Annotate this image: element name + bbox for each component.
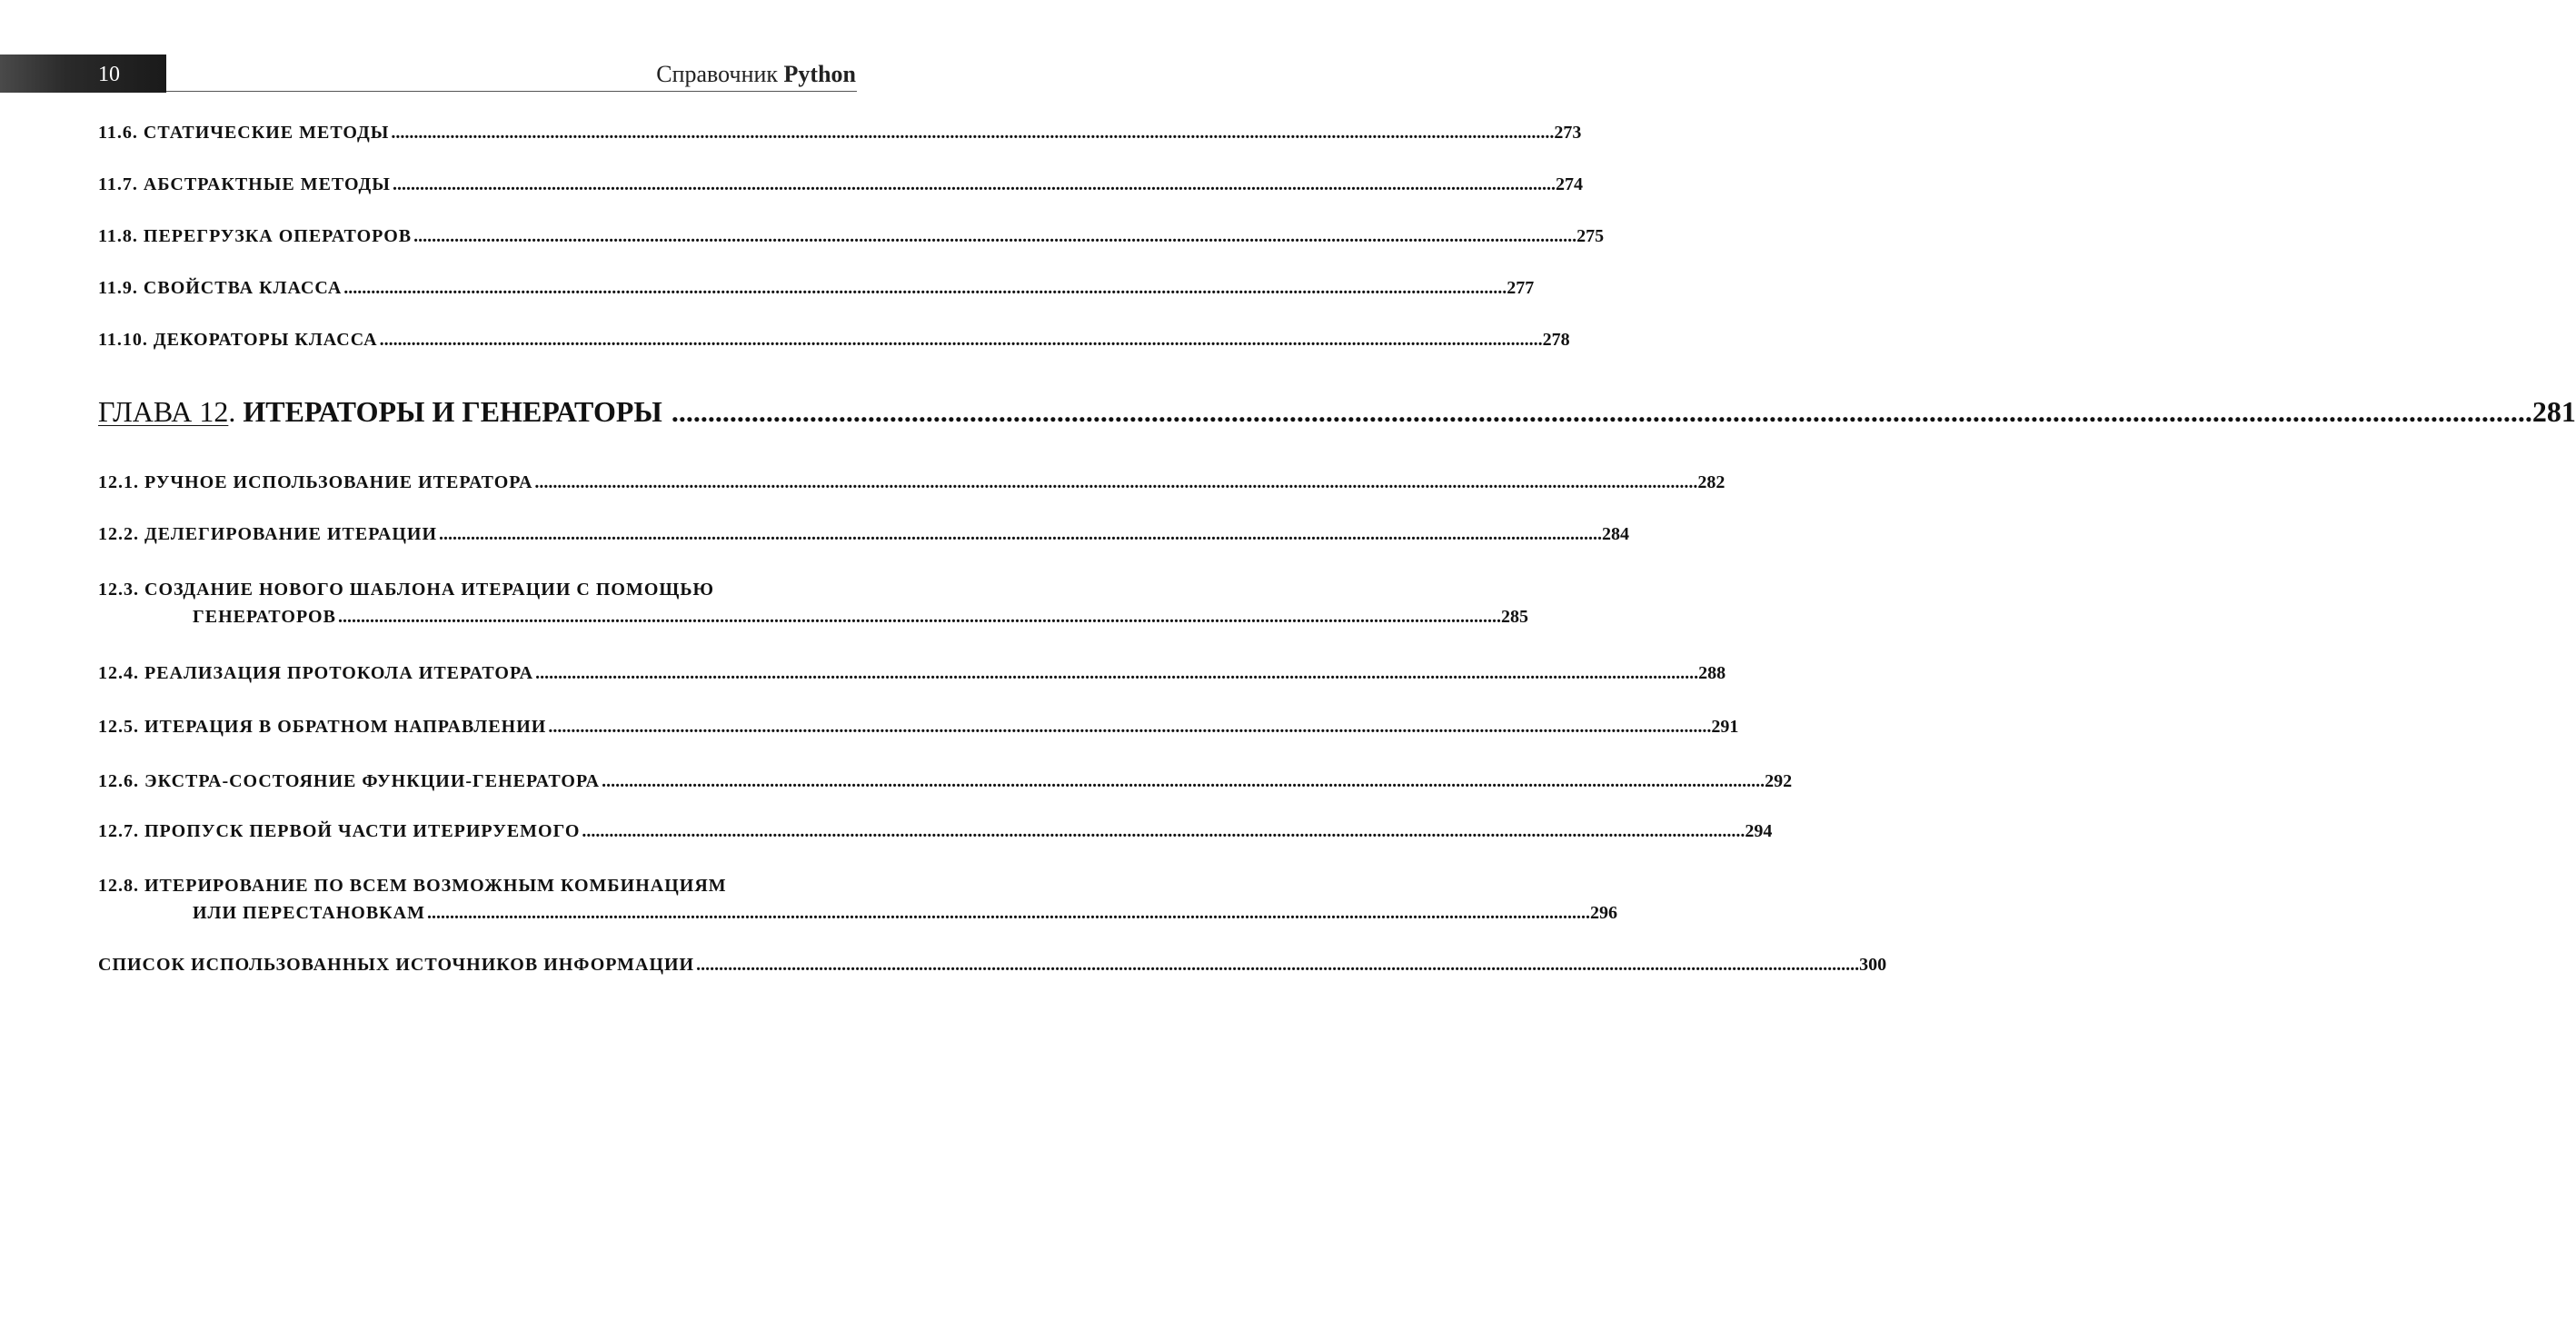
toc-entry-number: 12.3. xyxy=(98,580,139,600)
toc-entry-title: СПИСОК ИСПОЛЬЗОВАННЫХ ИСТОЧНИКОВ ИНФОРМАЦИИ xyxy=(98,955,695,975)
dot-leader xyxy=(338,603,1501,630)
toc-entry-12-2[interactable] xyxy=(98,521,1629,548)
toc-entry-number: 11.10. xyxy=(98,330,148,350)
toc-entry-sources[interactable] xyxy=(98,951,1887,978)
dot-leader xyxy=(391,119,1554,146)
toc-entry-12-6[interactable] xyxy=(98,768,1793,795)
dot-leader xyxy=(380,326,1543,353)
toc-entry-number: 12.1. xyxy=(98,472,139,492)
toc-entry-page: 277 xyxy=(1507,278,1535,298)
toc-entry-title: АБСТРАКТНЫЕ МЕТОДЫ xyxy=(143,174,391,194)
dot-leader xyxy=(602,768,1765,795)
dot-leader xyxy=(413,223,1576,250)
page-number: 10 xyxy=(98,63,120,86)
toc-entry-number: 12.5. xyxy=(98,717,139,737)
dot-leader xyxy=(427,899,1590,927)
toc-entry-12-5[interactable] xyxy=(98,713,1739,740)
toc-entry-12-7[interactable] xyxy=(98,818,1773,845)
toc-entry-number: 11.8. xyxy=(98,226,138,246)
toc-entry-number: 12.6. xyxy=(98,771,139,791)
toc-entry-page: 300 xyxy=(1859,955,1887,975)
dot-leader xyxy=(671,393,2532,430)
toc-entry-11-7[interactable] xyxy=(98,171,1583,198)
dot-leader xyxy=(439,521,1602,548)
toc-entry-title: РЕАЛИЗАЦИЯ ПРОТОКОЛА ИТЕРАТОРА xyxy=(144,663,534,683)
toc-entry-title: ЭКСТРА-СОСТОЯНИЕ ФУНКЦИИ-ГЕНЕРАТОРА xyxy=(144,771,601,791)
toc-entry-title-line1: СОЗДАНИЕ НОВОГО ШАБЛОНА ИТЕРАЦИИ С ПОМОЩЬЮ xyxy=(144,580,715,600)
dot-leader xyxy=(696,951,1859,978)
toc-entry-page: 292 xyxy=(1765,771,1793,791)
toc-entry-11-9[interactable] xyxy=(98,274,1535,302)
toc-entry-title: ДЕЛЕГИРОВАНИЕ ИТЕРАЦИИ xyxy=(144,524,437,544)
toc-entry-title: ИТЕРАЦИЯ В ОБРАТНОМ НАПРАВЛЕНИИ xyxy=(144,717,547,737)
toc-entry-number: 11.7. xyxy=(98,174,138,194)
dot-leader xyxy=(343,274,1507,302)
toc-entry-title: ПРОПУСК ПЕРВОЙ ЧАСТИ ИТЕРИРУЕМОГО xyxy=(144,821,581,841)
toc-entry-page: 274 xyxy=(1555,174,1583,194)
toc-entry-title: СТАТИЧЕСКИЕ МЕТОДЫ xyxy=(143,123,390,143)
toc-entry-page: 273 xyxy=(1554,123,1582,143)
toc-entry-title-line2: ГЕНЕРАТОРОВ xyxy=(193,607,336,627)
toc-entry-11-8[interactable] xyxy=(98,223,1605,250)
toc-entry-page: 294 xyxy=(1745,821,1773,841)
chapter-label: ГЛАВА 12 xyxy=(98,395,229,428)
toc-entry-number: 12.2. xyxy=(98,524,139,544)
book-title-regular: Справочник xyxy=(656,61,784,87)
toc-entry-page: 284 xyxy=(1602,524,1629,544)
header-bar xyxy=(0,55,166,93)
toc-entry-title: РУЧНОЕ ИСПОЛЬЗОВАНИЕ ИТЕРАТОРА xyxy=(144,472,533,492)
chapter-heading-12[interactable] xyxy=(98,393,2576,430)
toc-entry-number: 12.7. xyxy=(98,821,139,841)
toc-entry-title: ДЕКОРАТОРЫ КЛАССА xyxy=(153,330,378,350)
book-title-bold: Python xyxy=(783,61,856,87)
toc-entry-page: 296 xyxy=(1589,903,1617,923)
chapter-title: ИТЕРАТОРЫ И ГЕНЕРАТОРЫ xyxy=(243,395,662,428)
toc-entry-title-line2: ИЛИ ПЕРЕСТАНОВКАМ xyxy=(193,903,425,923)
toc-entry-number: 11.9. xyxy=(98,278,138,298)
chapter-separator: . xyxy=(228,395,236,428)
toc-entry-page: 291 xyxy=(1711,717,1739,737)
toc-entry-page: 275 xyxy=(1576,226,1605,246)
dot-leader xyxy=(548,713,1711,740)
toc-entry-page: 278 xyxy=(1542,330,1570,350)
toc-entry-number: 12.8. xyxy=(98,876,139,896)
header-rule xyxy=(166,91,857,92)
toc-entry-number: 11.6. xyxy=(98,123,138,143)
toc-entry-page: 288 xyxy=(1698,663,1726,683)
toc-entry-11-10[interactable] xyxy=(98,326,1570,353)
dot-leader xyxy=(534,469,1697,496)
toc-entry-page: 285 xyxy=(1500,607,1528,627)
toc-entry-12-1[interactable] xyxy=(98,469,1726,496)
dot-leader xyxy=(535,660,1698,687)
chapter-page: 281 xyxy=(2531,395,2576,428)
toc-entry-12-4[interactable] xyxy=(98,660,1726,687)
dot-leader xyxy=(582,818,1745,845)
toc-entry-title: СВОЙСТВА КЛАССА xyxy=(143,278,343,298)
toc-entry-page: 282 xyxy=(1697,472,1726,492)
toc-entry-12-8[interactable] xyxy=(98,872,1617,927)
book-title xyxy=(656,62,856,87)
toc-entry-title-line1: ИТЕРИРОВАНИЕ ПО ВСЕМ ВОЗМОЖНЫМ КОМБИНАЦИЯМ xyxy=(144,876,727,896)
toc-entry-title: ПЕРЕГРУЗКА ОПЕРАТОРОВ xyxy=(143,226,413,246)
dot-leader xyxy=(393,171,1556,198)
toc-entry-12-3[interactable] xyxy=(98,576,1528,630)
toc-entry-number: 12.4. xyxy=(98,663,139,683)
toc-entry-11-6[interactable] xyxy=(98,119,1582,146)
